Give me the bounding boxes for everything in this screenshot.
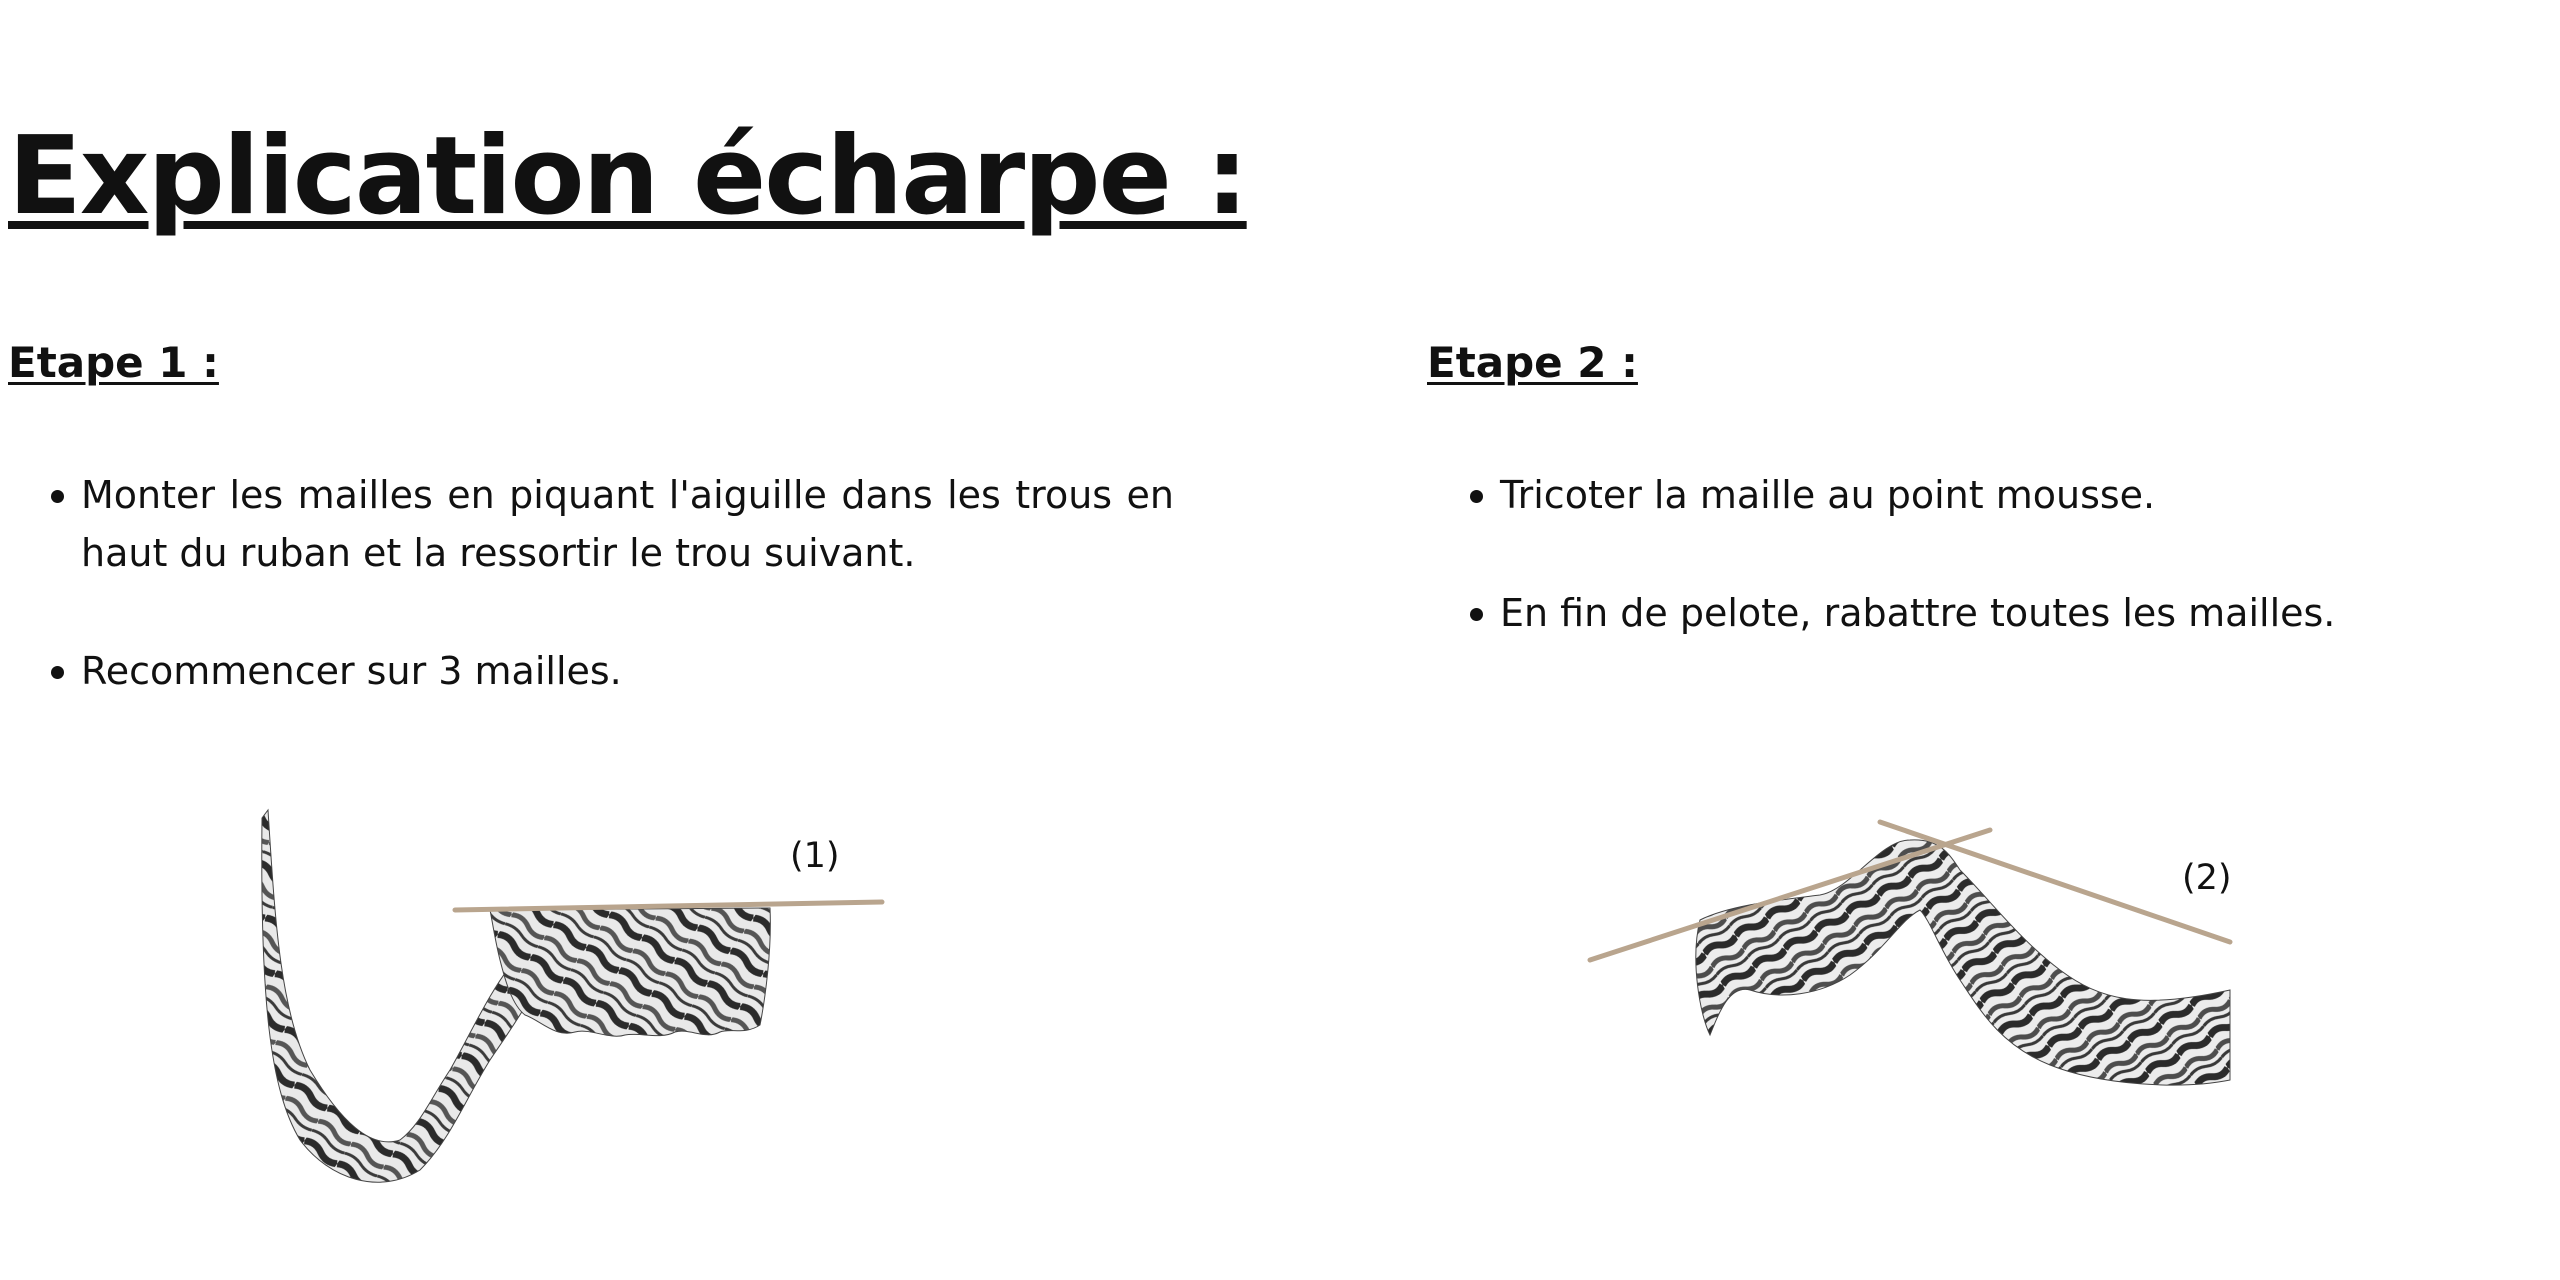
page-title: Explication écharpe : xyxy=(8,114,1247,239)
step-1-instructions xyxy=(8,466,1174,700)
step-2-instructions xyxy=(1427,466,2547,642)
ribbon xyxy=(262,810,550,1182)
list-item: Tricoter la maille au point mousse. xyxy=(1427,466,2547,524)
step-2-heading: Etape 2 : xyxy=(1427,338,1638,387)
list-item: Recommencer sur 3 mailles. xyxy=(8,642,1174,700)
list-item: En fin de pelote, rabattre toutes les mailles. xyxy=(1427,584,2547,642)
step-2-illustration xyxy=(1580,810,2240,1100)
figure-2-label: (2) xyxy=(2182,858,2232,898)
knitted-rows xyxy=(490,908,770,1036)
list-item: Monter les mailles en piquant l'aiguille dans les trous en haut du ruban et la ressortir le trou suivant. xyxy=(8,466,1174,582)
ribbon xyxy=(1696,840,2230,1085)
figure-1-label: (1) xyxy=(790,836,840,876)
step-1-heading: Etape 1 : xyxy=(8,338,219,387)
